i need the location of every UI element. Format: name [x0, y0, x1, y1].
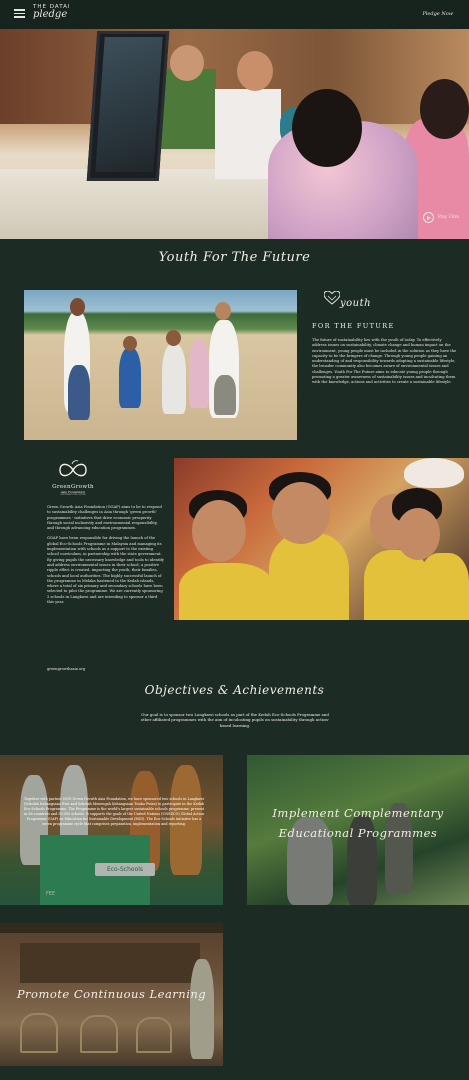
ggaf-paragraph-1: Green Growth Asia Foundation (GGAF) aims to be to respond to sustainability challenges in Asia through 'green growth' programmes - initiatives that drive economic prosperity through social inclusivity and environmental responsibility, and through advancing education programmes. — [47, 505, 162, 531]
play-film-label: Play Film — [437, 215, 459, 220]
ggaf-logo-name: GreenGrowth — [52, 484, 94, 490]
youth-body-text: The future of sustainability lies with the youth of today. To effectively address issues on sustainability, climate change and human impact on the environment, young people must be included in the solution as they have the capacity to be the bringers of change. Through young people gaining an understanding of and responsibility towards adopting a sustainable lifestyle, the broader community also becomes aware of environmental issues and challenges. Youth For The Future aims to educate young people through promoting a greater awareness of sustainability issues and inculcating them with the knowledge, actions and activities to create a sustainable lifestyle. — [312, 338, 457, 385]
ggaf-logo-sub: Asia Foundation — [60, 490, 86, 494]
logo-line1: THE DATAI — [33, 4, 71, 10]
continuous-learning-title: Promote Continuous Learning — [16, 987, 207, 1001]
hamburger-menu-icon[interactable] — [14, 9, 25, 18]
objectives-body: Our goal is to sponsor two Langkawi schools as part of the Kedah Eco-Schools Programme and other affiliated programmes with the aim of inculcating pupils on sustainability through action-based learning. — [140, 712, 330, 728]
heart-emblem-icon — [324, 291, 340, 305]
site-logo[interactable] — [33, 4, 71, 20]
eco-schools-tile — [0, 755, 223, 905]
play-icon — [423, 212, 434, 223]
eco-schools-text: Together with partner NGO Green Growth Asia Foundation, we have sponsored two schools in Langkawi (Sekolah Kebangsaan Ewa and Sekolah Menengah Kebangsaan Tunku Putra) to participate in the Kedah Eco-Schools Programme. The Programme is the world's largest sustainable schools programme, present in 68 countries and 59,000 schools. It supports the goals of the United Nations (UNESCO) Global Action Programme (GAP) on Education for Sustainable Development (ESD). The Eco-Schools initiative has a seven programme cycle that comprises preparation, implementation and reporting. — [23, 797, 205, 826]
section-title: Youth For The Future — [158, 250, 311, 265]
ggaf-paragraph-2: GGAF have been responsible for driving the launch of the global Eco-Schools Programme in Malaysia and managing its implementation with schools as a support to the existing school curriculum, in partnership with the state government. By giving pupils the necessary knowledge and tools to identify and address environmental issues in their school, a positive ripple effect is created, impacting the youth, their families, schools and local authorities. The highly successful launch of the programme in Melaka hastened to the Kedah islands, where a total of six primary and secondary schools have been selected to pilot the programme. We are currently sponsoring 2 schools in Langkawi and are intending to sponsor a third this year. — [47, 536, 164, 605]
students-photo — [174, 458, 469, 620]
fee-banner-tag: FEE — [46, 891, 56, 897]
ggaf-logo-tag: NURTURING THE FUTURE — [60, 494, 86, 496]
ggaf-website-link[interactable]: greengrowthasia.org — [47, 667, 86, 671]
educational-programmes-title: Implement Complementary Educational Programmes — [272, 806, 444, 840]
eco-schools-banner: Eco-Schools — [95, 863, 155, 876]
objectives-title: Objectives & Achievements — [144, 683, 325, 697]
ggaf-body — [47, 505, 165, 610]
logo-line2: pledge — [33, 9, 68, 20]
hero-image — [0, 29, 469, 239]
infinity-logo-icon — [56, 460, 90, 480]
play-film-button[interactable] — [423, 212, 459, 223]
greengrowth-logo — [48, 460, 98, 496]
pledge-now-link[interactable]: Pledge Now — [422, 11, 453, 17]
youth-photo — [24, 290, 297, 440]
youth-script-title: youth — [340, 298, 372, 309]
youth-subtitle: FOR THE FUTURE — [312, 322, 395, 330]
